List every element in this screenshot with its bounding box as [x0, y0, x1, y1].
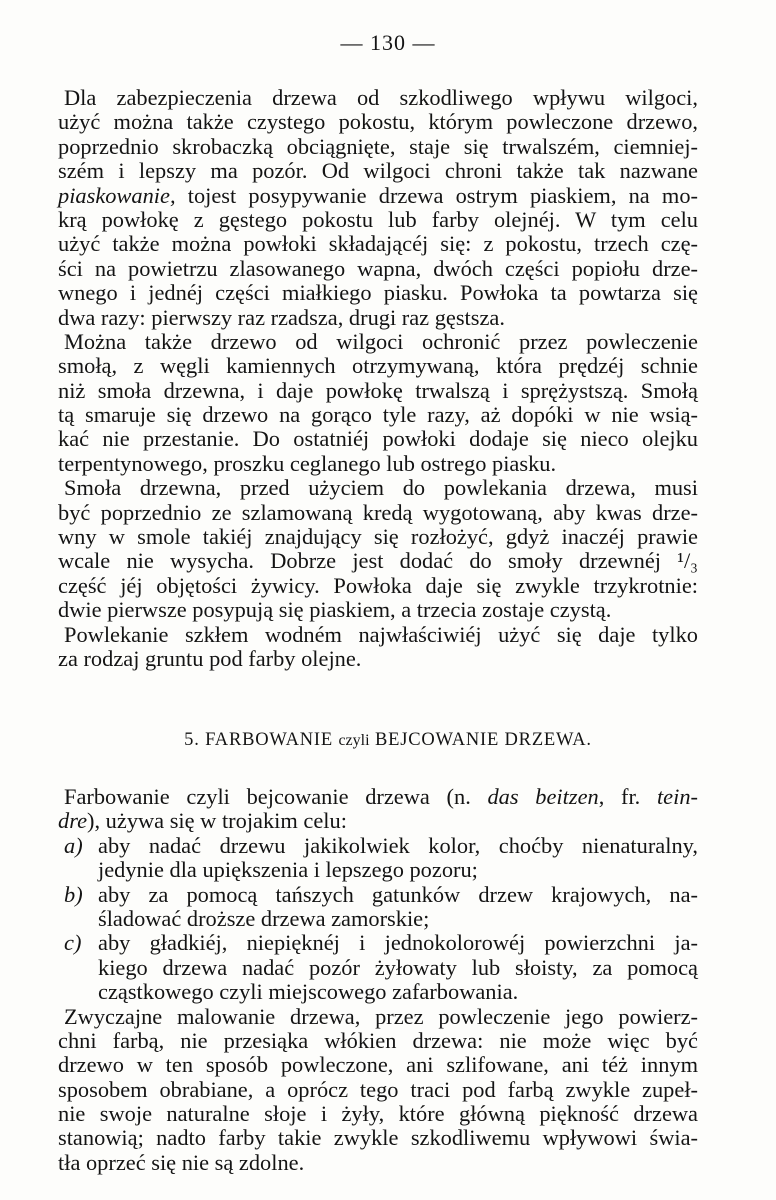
para3-line: dwie pierwsze posypują się piaskiem, a trzecia zostaje czystą.: [58, 597, 612, 623]
list-item-label: c): [64, 930, 82, 956]
para6-line: drzewo w ten sposób powleczone, ani szlifowane, ani téż innym: [58, 1052, 698, 1078]
para1-line: ści na powietrzu zlasowanego wapna, dwóch części popiołu drze-: [58, 255, 698, 281]
para2-line: kać nie przestanie. Do ostatniéj powłoki dodaje się nieco olejku: [58, 426, 698, 452]
para1-line: wnego i jednéj części miałkiego piasku. Powłoka ta powtarza się: [58, 280, 698, 306]
para1-line: poprzednio skrobaczką obciągnięte, staje się trwalszém, ciemniej-: [58, 133, 698, 159]
para1-line: [58, 184, 698, 208]
para6-line: tła oprzeć się nie są zdolne.: [58, 1149, 305, 1175]
section-title-part2: BEJCOWANIE DRZEWA.: [374, 730, 592, 750]
list-item-line: kiego drzewa nadać pozór żyłowaty lub słoisty, za pomocą: [98, 954, 698, 980]
para3-line: Smoła drzewna, przed użyciem do powlekania drzewa, musi: [64, 475, 698, 501]
para3-line: wcale nie wysycha. Dobrze jest dodać do smoły drzewnéj ¹/₃: [58, 548, 698, 574]
para1-line: dwa razy: pierwszy raz rzadsza, drugi raz gęstsza.: [58, 304, 505, 330]
text-span: , fr.: [598, 784, 657, 809]
para3-line: być poprzednio ze szlamowaną kredą wygotowaną, aby kwas drze-: [58, 499, 698, 525]
text-span: ), używa się w trojakim celu:: [87, 808, 347, 834]
italic-term: das beitzen: [487, 784, 599, 809]
para6-line: chni farbą, nie przesiąka włókien drzewa: nie może więc być: [58, 1027, 698, 1053]
italic-term: piaskowanie,: [58, 182, 176, 208]
section-title-part1: FARBOWANIE: [205, 730, 333, 750]
list-item-text: [98, 931, 698, 1004]
list-item-line: aby gładkiéj, niepięknéj i jednokolorowéj powierzchni ja-: [98, 930, 698, 956]
list-item-line: cząstkowego czyli miejscowego zafarbowania.: [98, 979, 519, 1005]
text-span: Farbowanie czyli bejcowanie drzewa (n.: [64, 784, 488, 809]
para6-line: sposobem obrabiane, a oprócz tego traci pod farbą zwykle zupeł-: [58, 1076, 698, 1102]
section-title-conjunction: czyli: [338, 732, 370, 749]
para3-line: część jéj objętości żywicy. Powłoka daje się zwykle trzykrotnie:: [58, 572, 698, 598]
para1-line: krą powłokę z gęstego pokostu lub farby olejnéj. W tym celu: [58, 206, 698, 232]
page-number: — 130 —: [340, 30, 436, 55]
para6-line: nie swoje naturalne słoje i żyły, które główną piękność drzewa: [58, 1101, 698, 1127]
paragraph-6: [58, 1005, 698, 1176]
para6-line: stanowią; nadto farby takie zwykle szkodliwemu wpływowi świa-: [58, 1125, 698, 1151]
paragraphs-top: [58, 86, 698, 671]
list-item-line: śladować droższe drzewa zamorskie;: [98, 905, 430, 931]
para1-line: użyć także można powłoki składającéj się: z pokostu, trzech czę-: [58, 231, 698, 257]
list-item-label: a): [64, 832, 83, 858]
list-item-line: jedynie dla upiększenia i lepszego pozoru;: [98, 857, 478, 883]
text-span: tojest posypywanie drzewa ostrym piaskiem, na mo-: [175, 182, 698, 208]
section-heading: [0, 730, 776, 751]
para5-line2: [58, 809, 698, 833]
list-item-line: aby za pomocą tańszych gatunków drzew krajowych, na-: [98, 881, 698, 907]
para2-line: tą smaruje się drzewo na gorąco tyle razy, aż dopóki w nie wsią-: [58, 402, 698, 428]
list-item-line: aby nadać drzewu jakikolwiek kolor, choćby nienaturalny,: [98, 832, 698, 858]
para1-line: użyć można także czystego pokostu, którym powleczone drzewo,: [58, 109, 698, 135]
list-item-text: [98, 834, 698, 883]
italic-term: dre: [58, 808, 88, 834]
section-number: 5.: [184, 730, 200, 750]
paragraphs-bottom: [58, 785, 698, 1175]
list-item: [58, 931, 698, 1004]
para6-line: Zwyczajne malowanie drzewa, przez powleczenie jego powierz-: [64, 1003, 698, 1029]
para1-line: Dla zabezpieczenia drzewa od szkodliwego wpływu wilgoci,: [64, 85, 698, 110]
para2-line: niż smoła drzewna, i daje powłokę trwalszą i sprężystszą. Smołą: [58, 377, 698, 403]
para4-line: Powlekanie szkłem wodném najwłaściwiéj użyć się daje tylko: [64, 621, 698, 647]
list-item-label: b): [64, 881, 83, 907]
para2-line: terpentynowego, proszku ceglanego lub ostrego piasku.: [58, 450, 557, 476]
para3-line: wny w smole takiéj znajdujący się rozłożyć, gdyż inaczéj prawie: [58, 524, 698, 550]
para5-line1: [58, 785, 698, 809]
list-item: [58, 834, 698, 883]
para2-line: Można także drzewo od wilgoci ochronić przez powleczenie: [64, 328, 698, 354]
para2-line: smołą, z węgli kamiennych otrzymywaną, która prędzéj schnie: [58, 353, 698, 379]
italic-term: tein-: [656, 784, 698, 809]
list-item-text: [98, 883, 698, 932]
purpose-list: [58, 834, 698, 1005]
para4-line: za rodzaj gruntu pod farby olejne.: [58, 645, 362, 671]
para1-line: szém i lepszy ma pozór. Od wilgoci chroni także tak nazwane: [58, 158, 698, 184]
list-item: [58, 883, 698, 932]
